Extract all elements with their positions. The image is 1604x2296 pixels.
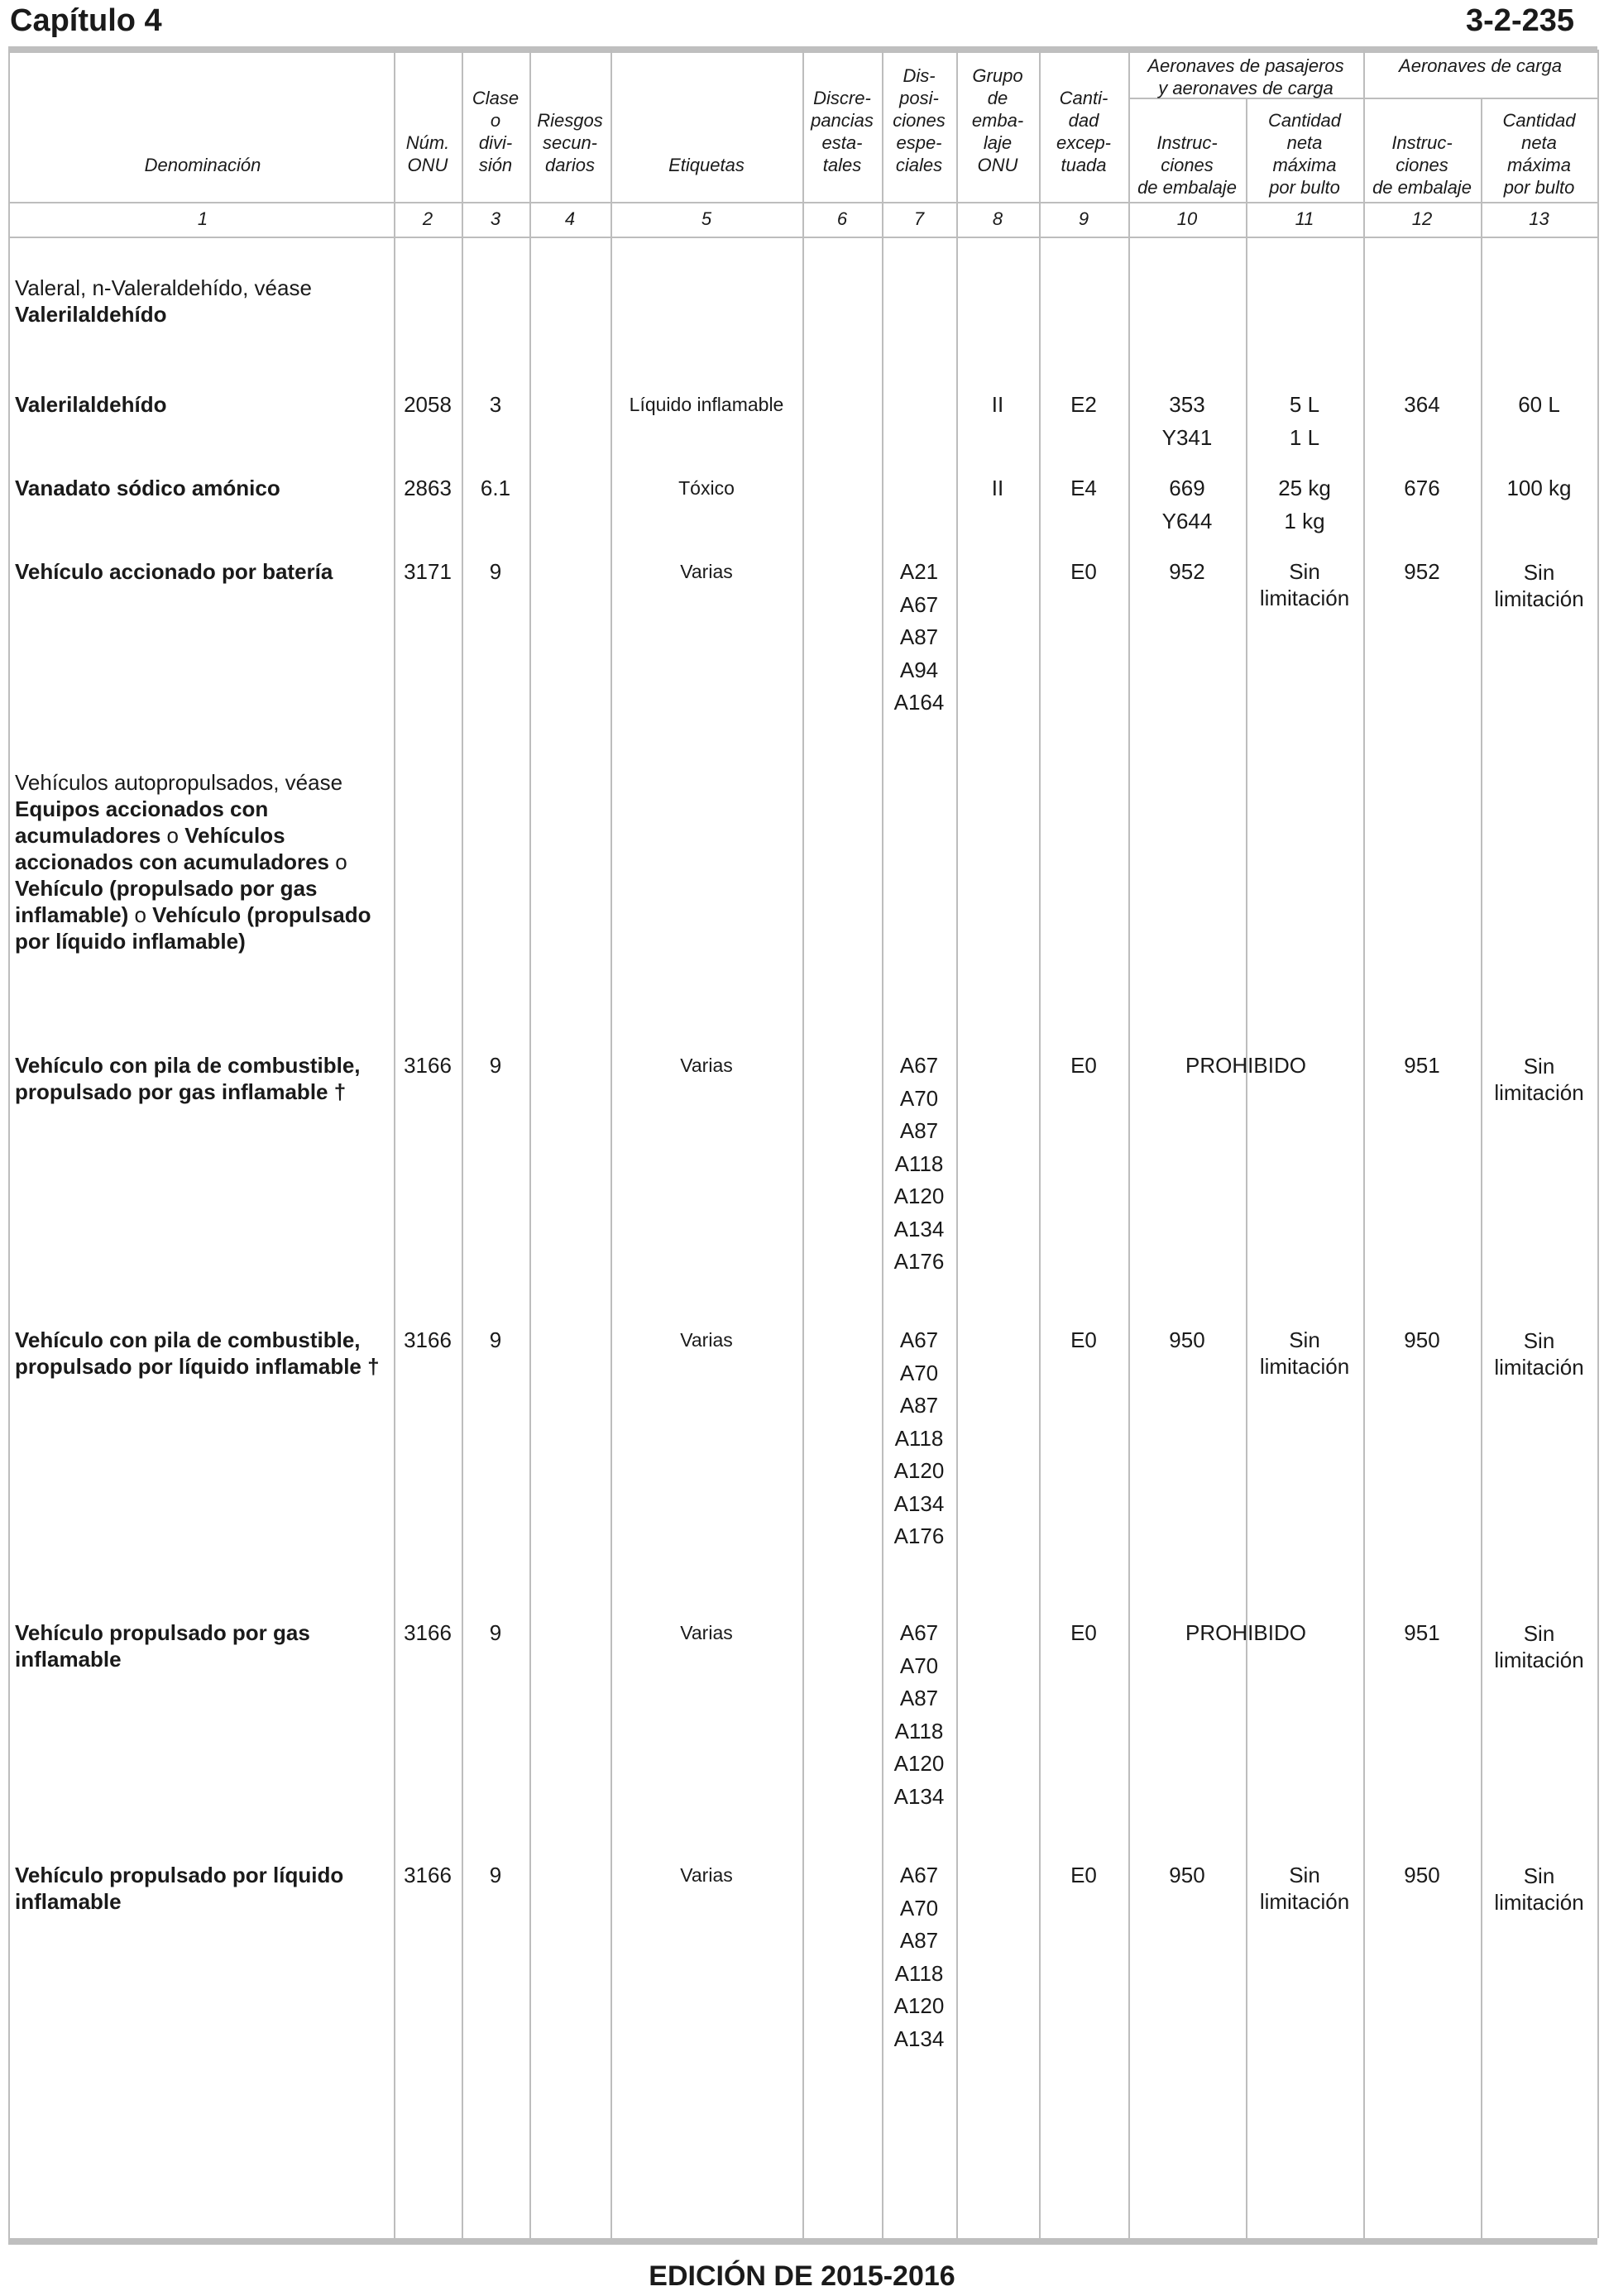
special-provision: A87 [899,1118,939,1143]
max-quantity: limitación [1259,586,1350,610]
packing-instruction: 950 [1169,1863,1205,1887]
column-line [462,50,463,2238]
col-number: 1 [197,208,208,229]
special-provision: A118 [894,1425,944,1451]
column-line [1128,50,1130,2238]
col-header-cantidad-exceptuada: Canti- dad excep- tuada [1056,88,1112,175]
cargo-max-quantity: Sin limitación [1494,560,1584,611]
excepted-quantity: E0 [1070,1863,1097,1887]
packing-instruction: 669 [1169,476,1205,500]
cargo-packing-instruction: 950 [1404,1327,1440,1352]
special-provision: A118 [894,1150,944,1176]
denominacion-part: o [128,902,153,927]
cargo-packing-instruction: 951 [1404,1053,1440,1078]
special-provisions [882,1859,956,2055]
col-number: 4 [564,208,576,229]
cargo-max-quantity: 60 L [1518,392,1560,417]
column-line [956,50,958,2238]
denominacion-part: Vehículo propulsado por líquido inflamable [15,1863,344,1914]
special-provision: A67 [899,1620,939,1645]
special-provision: A87 [899,1393,939,1418]
passenger-packing-instruction [1128,1859,1246,1892]
special-provision: A94 [899,657,939,682]
packing-instruction: Y644 [1161,508,1213,533]
un-number: 3166 [404,1620,452,1645]
packing-instruction: 950 [1169,1327,1205,1352]
denominacion-part: o [160,823,185,848]
column-line [1039,50,1041,2238]
special-provisions [882,1617,956,1813]
special-provision: A70 [899,1085,939,1111]
max-quantity: 1 kg [1284,508,1325,533]
special-provision: A67 [899,1053,939,1078]
col-number: 11 [1295,208,1314,229]
passenger-max-quantity [1246,1859,1363,1912]
denominacion-part: Vehículo (propulsado por líquido inflamable) [15,902,371,954]
group-header-pasajeros: Aeronaves de pasajeros y aeronaves de carga [1147,55,1344,98]
special-provision: A134 [893,1783,945,1809]
denominacion-part: o [329,849,347,874]
special-provision: A67 [899,1863,939,1887]
special-provision: A70 [899,1653,939,1678]
denominacion-part: Vehículos autopropulsados, véase [15,770,343,795]
passenger-prohibited: PROHIBIDO [1185,1620,1306,1645]
column-line [610,50,612,2238]
col-header-disposiciones: Dis- posi- ciones espe- ciales [893,65,946,175]
col-number: 6 [836,208,848,229]
max-quantity: Sin [1289,559,1320,584]
row-denominacion [15,475,391,501]
denominacion-part: Vehículos accionados con acumuladores [15,823,330,874]
column-line [1597,50,1599,2238]
cargo-packing-instruction: 951 [1404,1620,1440,1645]
excepted-quantity: E2 [1070,392,1097,417]
col-header-num-onu: Núm. ONU [405,132,450,175]
cargo-max-quantity: Sin limitación [1494,1863,1584,1915]
special-provision: A70 [899,1360,939,1385]
col-header-cantidad-carga: Cantidad neta máxima por bulto [1502,110,1576,198]
special-provision: A120 [893,1751,945,1776]
edition-footer: EDICIÓN DE 2015-2016 [649,2260,955,2292]
cargo-max-quantity: Sin limitación [1494,1328,1584,1380]
cargo-packing-instruction: 952 [1404,559,1440,584]
special-provision: A67 [899,591,939,617]
label: Varias [680,1329,733,1351]
special-provision: A120 [893,1184,945,1208]
col-number: 2 [422,208,433,229]
label: Varias [680,1864,733,1886]
label: Tóxico [678,477,735,499]
special-provisions [882,1050,956,1279]
column-line [394,50,395,2238]
denominacion-part: Vehículo (propulsado por gas inflamable) [15,876,318,927]
passenger-max-quantity [1246,1324,1363,1377]
col-number: 12 [1411,208,1433,229]
column-line [802,50,804,2238]
special-provision: A21 [899,559,939,584]
special-provision: A164 [893,690,945,715]
column-line [1363,50,1365,2238]
special-provision: A67 [899,1327,939,1352]
class-division: 6.1 [480,476,511,500]
label: Varias [680,1622,733,1643]
max-quantity: 25 kg [1278,476,1331,500]
special-provision: A134 [893,1490,945,1516]
un-number: 3171 [404,559,452,584]
cargo-packing-instruction: 676 [1404,476,1440,500]
col-header-cantidad-pasajeros: Cantidad neta máxima por bulto [1267,110,1342,198]
group-header-carga: Aeronaves de carga [1399,55,1562,76]
chapter-title: Capítulo 4 [10,3,162,38]
special-provision: A70 [899,1895,939,1921]
passenger-max-quantity [1246,389,1363,454]
special-provision: A87 [899,1928,939,1953]
special-provision: A134 [893,2026,945,2051]
max-quantity: limitación [1259,1354,1350,1379]
passenger-max-quantity [1246,556,1363,609]
col-header-discrepancias: Discre- pancias esta- tales [811,88,874,175]
col-header-instrucciones-carga: Instruc- ciones de embalaje [1372,132,1472,198]
denominacion-part: Valerilaldehído [15,302,167,327]
cargo-packing-instruction: 364 [1404,392,1440,417]
denominacion-part: Vehículo con pila de combustible, propulsado por gas inflamable † [15,1053,361,1104]
class-division: 9 [489,1327,502,1352]
special-provision: A134 [893,1216,945,1241]
row-denominacion [15,275,391,328]
row-denominacion [15,391,391,418]
special-provision: A176 [893,1523,945,1548]
un-number: 3166 [404,1053,452,1078]
max-quantity: 1 L [1289,424,1320,450]
bottom-rule [8,2238,1597,2245]
excepted-quantity: E4 [1070,476,1097,500]
col-header-grupo: Grupo de emba- laje ONU [971,65,1024,175]
column-line [8,50,10,2238]
passenger-packing-instruction [1128,472,1246,538]
special-provision: A176 [893,1249,945,1274]
row-denominacion [15,1052,391,1105]
un-number: 2863 [404,476,452,500]
un-number: 3166 [404,1863,452,1887]
passenger-prohibited: PROHIBIDO [1185,1053,1306,1078]
denominacion-part: Equipos accionados con acumuladores [15,796,269,848]
cargo-max-quantity: Sin limitación [1494,1054,1584,1105]
col-header-riesgos: Riesgos secun- darios [537,110,603,175]
label: Varias [680,561,733,582]
class-division: 9 [489,1053,502,1078]
denominacion-part: Vehículo con pila de combustible, propulsado por líquido inflamable † [15,1327,380,1379]
col-number: 8 [992,208,1003,229]
row-denominacion [15,769,391,954]
passenger-max-quantity [1246,472,1363,538]
label: Varias [680,1055,733,1076]
col-number: 7 [913,208,925,229]
packing-instruction: 353 [1169,392,1205,417]
col-number: 9 [1078,208,1089,229]
special-provision: A87 [899,1686,939,1710]
special-provision: A120 [893,1458,945,1483]
denominacion-part: Vehículo propulsado por gas inflamable [15,1620,310,1672]
packing-group: II [991,476,1004,500]
excepted-quantity: E0 [1070,1327,1097,1352]
col-number: 5 [701,208,712,229]
denominacion-part: Valerilaldehído [15,392,167,417]
max-quantity: Sin [1289,1863,1320,1887]
column-line [529,50,531,2238]
col-header-clase: Clase o divi- sión [472,88,520,175]
denominacion-part: Vanadato sódico amónico [15,476,280,500]
excepted-quantity: E0 [1070,559,1097,584]
excepted-quantity: E0 [1070,1053,1097,1078]
denominacion-part: Valeral, n-Valeraldehído, véase [15,275,312,300]
cargo-max-quantity: Sin limitación [1494,1621,1584,1672]
un-number: 2058 [404,392,452,417]
row-denominacion [15,1327,391,1380]
packing-instruction: Y341 [1161,424,1213,450]
passenger-packing-instruction [1128,556,1246,589]
class-division: 9 [489,1863,502,1887]
col-header-instrucciones-pasajeros: Instruc- ciones de embalaje [1137,132,1237,198]
max-quantity: limitación [1259,1889,1350,1914]
class-division: 9 [489,559,502,584]
packing-group: II [991,392,1004,417]
special-provision: A87 [899,624,939,649]
row-denominacion [15,558,391,585]
passenger-packing-instruction [1128,1324,1246,1357]
row-denominacion [15,1862,391,1915]
col-header-denominacion: Denominación [144,155,261,175]
col-number: 3 [490,208,501,229]
passenger-packing-instruction [1128,389,1246,454]
packing-instruction: 952 [1169,559,1205,584]
label: Líquido inflamable [629,394,784,415]
special-provisions [882,556,956,720]
special-provision: A118 [894,1718,944,1744]
denominacion-part: Vehículo accionado por batería [15,559,333,584]
cargo-max-quantity: 100 kg [1506,476,1572,500]
excepted-quantity: E0 [1070,1620,1097,1645]
col-number: 13 [1529,208,1549,229]
max-quantity: Sin [1289,1327,1320,1352]
max-quantity: 5 L [1289,392,1320,417]
un-number: 3166 [404,1327,452,1352]
row-denominacion [15,1619,391,1672]
class-division: 9 [489,1620,502,1645]
col-number: 10 [1176,208,1198,229]
page-number: 3-2-235 [1466,3,1574,38]
class-division: 3 [489,392,502,417]
col-header-etiquetas: Etiquetas [668,155,745,175]
special-provision: A118 [894,1960,944,1986]
special-provisions [882,1324,956,1553]
cargo-packing-instruction: 950 [1404,1863,1440,1887]
special-provision: A120 [893,1993,945,2018]
